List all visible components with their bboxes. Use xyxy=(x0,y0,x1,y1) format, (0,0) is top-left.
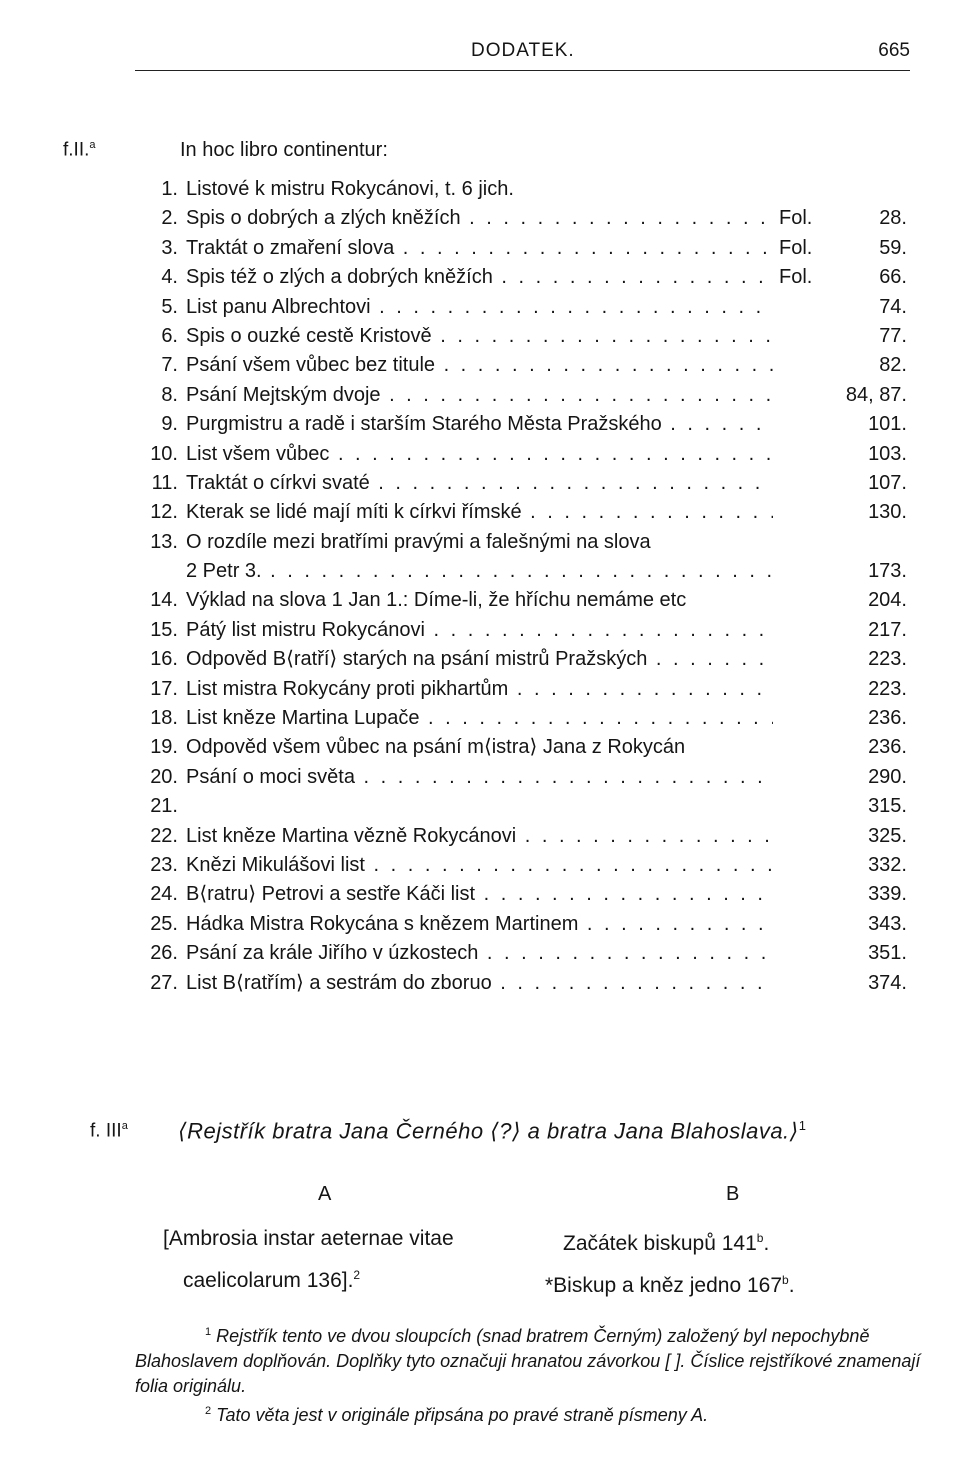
toc-item-page: 290. xyxy=(868,765,907,788)
folio-marker-2: f. III$^a$ xyxy=(90,1120,128,1142)
toc-item-page: 315. xyxy=(868,795,907,818)
toc-row xyxy=(135,616,915,645)
toc-item-page: 173. xyxy=(868,560,907,583)
toc-item-title: Psání o moci světa . . . xyxy=(186,763,773,792)
toc-item-page: 332. xyxy=(868,853,907,876)
toc-item-title: Odpověd všem vůbec na psání m⟨istra⟩ Jana z Rokycán xyxy=(186,736,686,759)
toc-item-title: Spis též o zlých a dobrých kněžích . . . xyxy=(186,263,773,292)
toc-item-title: Purgmistru a radě i starším Starého Města Pražského . . . xyxy=(186,410,773,439)
toc-item-page: 77. xyxy=(879,324,907,347)
toc-item-title: O rozdíle mezi bratřími pravými a falešnými na slova xyxy=(186,530,651,553)
column-a-text xyxy=(163,1220,454,1299)
toc-item-number: 19. xyxy=(150,736,178,759)
toc-row xyxy=(135,675,915,704)
toc-item-number: 6. xyxy=(161,324,178,347)
toc-row xyxy=(135,440,915,469)
toc-item-title: Výklad na slova 1 Jan 1.: Díme-li, že hříchu nemáme etc xyxy=(186,589,687,612)
toc-item-title: Traktát o církvi svaté . . . xyxy=(186,469,773,498)
toc-item-number: 15. xyxy=(150,618,178,641)
toc-item-number: 23. xyxy=(150,853,178,876)
toc-row xyxy=(135,498,915,527)
toc-row xyxy=(135,351,915,380)
toc-item-fol-label: Fol. xyxy=(775,204,812,233)
toc-row xyxy=(135,763,915,792)
toc-item-title: Hádka Mistra Rokycána s knězem Martinem . . . xyxy=(186,910,773,939)
toc-item-number: 22. xyxy=(150,824,178,847)
toc-row xyxy=(135,469,915,498)
toc-item-page: 107. xyxy=(868,471,907,494)
toc-item-number: 4. xyxy=(161,266,178,289)
toc-item-page: 66. xyxy=(879,266,907,289)
column-b-line-2: *Biskup a kněz jedno 167$^b$. xyxy=(545,1273,795,1297)
toc-item-title: List B⟨ratřím⟩ a sestrám do zboruo . . . xyxy=(186,969,773,998)
toc-item-title: Psání všem vůbec bez titule . . . xyxy=(186,351,773,380)
toc-item-page: 84, 87. xyxy=(845,383,907,406)
toc-row xyxy=(135,910,915,939)
toc-item-page: 374. xyxy=(868,971,907,994)
toc-item-title: Listové k mistru Rokycánovi, t. 6 jich. xyxy=(186,178,514,200)
toc-item-number: 7. xyxy=(161,354,178,377)
toc-item-title: Spis o ouzké cestě Kristově . . . xyxy=(186,322,773,351)
toc-item-title: List panu Albrechtovi . . . xyxy=(186,293,773,322)
toc-item-title: List všem vůbec . . . xyxy=(186,440,773,469)
footnote-2: $^2$ Tato věta jest v originále připsána po pravé straně písmeny A. xyxy=(205,1405,709,1425)
toc-item-page: 343. xyxy=(868,912,907,935)
toc-item-number: 5. xyxy=(161,295,178,318)
column-a-heading: A xyxy=(318,1183,332,1205)
toc-item-title: List mistra Rokycány proti pikhartům . . . xyxy=(186,675,773,704)
toc-item-number: 25. xyxy=(150,912,178,935)
toc-item-number: 2. xyxy=(161,207,178,230)
toc-item-number: 27. xyxy=(150,971,178,994)
toc-row xyxy=(135,645,915,674)
toc-item-page: 351. xyxy=(868,942,907,965)
toc-row xyxy=(135,322,915,351)
page-number: 665 xyxy=(878,40,910,61)
toc-item-title: List kněze Martina vězně Rokycánovi . . . xyxy=(186,822,773,851)
toc-row xyxy=(135,528,915,557)
toc-item-fol-label: Fol. xyxy=(775,263,812,292)
toc-item-page: 236. xyxy=(868,707,907,730)
page-header xyxy=(135,40,910,74)
column-b-text xyxy=(545,1220,795,1304)
toc-row xyxy=(135,851,915,880)
toc-row xyxy=(135,939,915,968)
header-rule xyxy=(135,70,910,71)
toc-item-number: 3. xyxy=(161,236,178,259)
toc-item-page: 74. xyxy=(879,295,907,318)
toc-item-number: 17. xyxy=(150,677,178,700)
column-a-line-2: caelicolarum 136].$^2$ xyxy=(183,1268,361,1292)
toc-item-number: 12. xyxy=(150,501,178,524)
toc-item-number: 10. xyxy=(150,442,178,465)
toc-item-number: 9. xyxy=(161,413,178,436)
footnote-1: $^1$ Rejstřík tento ve dvou sloupcích (snad bratrem Černým) založený byl nepochybně Blahoslavem doplňován. Doplňky tyto označuji hranatou závorkou [ ]. Číslice rejstříkové znamenají folia originálu. xyxy=(135,1326,921,1396)
toc-item-number: 11. xyxy=(151,471,178,494)
table-of-contents xyxy=(135,175,915,998)
toc-row xyxy=(135,822,915,851)
footnotes xyxy=(135,1320,925,1428)
toc-item-page: 236. xyxy=(868,736,907,759)
toc-item-title: Psání Mejtským dvoje . . . xyxy=(186,381,773,410)
intro-heading: In hoc libro continentur: xyxy=(180,139,388,161)
toc-item-number: 18. xyxy=(150,707,178,730)
toc-item-title: Pátý list mistru Rokycánovi . . . xyxy=(186,616,773,645)
toc-item-title: Odpověd B⟨ratří⟩ starých na psání mistrů Pražských . . . xyxy=(186,645,773,674)
column-b-line-1: Začátek biskupů 141$^b$. xyxy=(563,1231,770,1255)
toc-item-page: 103. xyxy=(868,442,907,465)
toc-item-number: 20. xyxy=(150,765,178,788)
toc-row xyxy=(135,969,915,998)
toc-item-title: Psání za krále Jiřího v úzkostech . . . xyxy=(186,939,773,968)
toc-row xyxy=(135,704,915,733)
toc-item-page: 130. xyxy=(868,501,907,524)
toc-item-title: Traktát o zmaření slova . . . xyxy=(186,234,773,263)
toc-row xyxy=(135,410,915,439)
column-a-line-1: [Ambrosia instar aeternae vitae xyxy=(163,1227,454,1250)
toc-item-title: Kterak se lidé mají míti k církvi římské . . . xyxy=(186,498,773,527)
toc-item-number: 14. xyxy=(150,589,178,612)
toc-item-page: 101. xyxy=(868,413,907,436)
toc-item-page: 28. xyxy=(879,207,907,230)
toc-item-number: 26. xyxy=(150,942,178,965)
toc-item-title: 2 Petr 3. . . . xyxy=(186,557,773,586)
toc-row xyxy=(135,234,915,263)
running-title: DODATEK. xyxy=(471,40,575,61)
toc-item-title: List kněze Martina Lupače . . . xyxy=(186,704,773,733)
toc-item-title: B⟨ratru⟩ Petrovi a sestře Káči list . . . xyxy=(186,880,773,909)
toc-item-page: 223. xyxy=(868,648,907,671)
toc-row xyxy=(135,586,915,615)
toc-item-page: 59. xyxy=(879,236,907,259)
toc-item-page: 325. xyxy=(868,824,907,847)
toc-row xyxy=(135,175,915,204)
toc-item-number: 21. xyxy=(150,795,178,818)
toc-row xyxy=(135,733,915,762)
toc-item-number: 16. xyxy=(150,648,178,671)
toc-row xyxy=(135,293,915,322)
toc-item-page: 204. xyxy=(868,589,907,612)
toc-item-fol-label: Fol. xyxy=(775,234,812,263)
toc-row xyxy=(135,381,915,410)
toc-item-page: 339. xyxy=(868,883,907,906)
toc-row xyxy=(135,792,915,821)
toc-item-page: 217. xyxy=(868,618,907,641)
toc-row xyxy=(135,880,915,909)
toc-item-page: 223. xyxy=(868,677,907,700)
section-title: ⟨Rejstřík bratra Jana Černého ⟨?⟩ a bratra Jana Blahoslava.⟩$^1$ xyxy=(178,1118,807,1144)
column-b-heading: B xyxy=(726,1183,740,1205)
toc-item-page: 82. xyxy=(879,354,907,377)
toc-row xyxy=(135,263,915,292)
folio-marker-1: f.II.$^a$ xyxy=(63,139,96,161)
toc-item-number: 8. xyxy=(161,383,178,406)
toc-item-title: Spis o dobrých a zlých kněžích . . . xyxy=(186,204,773,233)
toc-item-number: 1. xyxy=(161,178,178,200)
toc-row xyxy=(135,204,915,233)
toc-item-number: 24. xyxy=(150,883,178,906)
toc-row xyxy=(135,557,915,586)
toc-item-title: Knězi Mikulášovi list . . . xyxy=(186,851,773,880)
toc-item-number: 13. xyxy=(150,530,178,553)
